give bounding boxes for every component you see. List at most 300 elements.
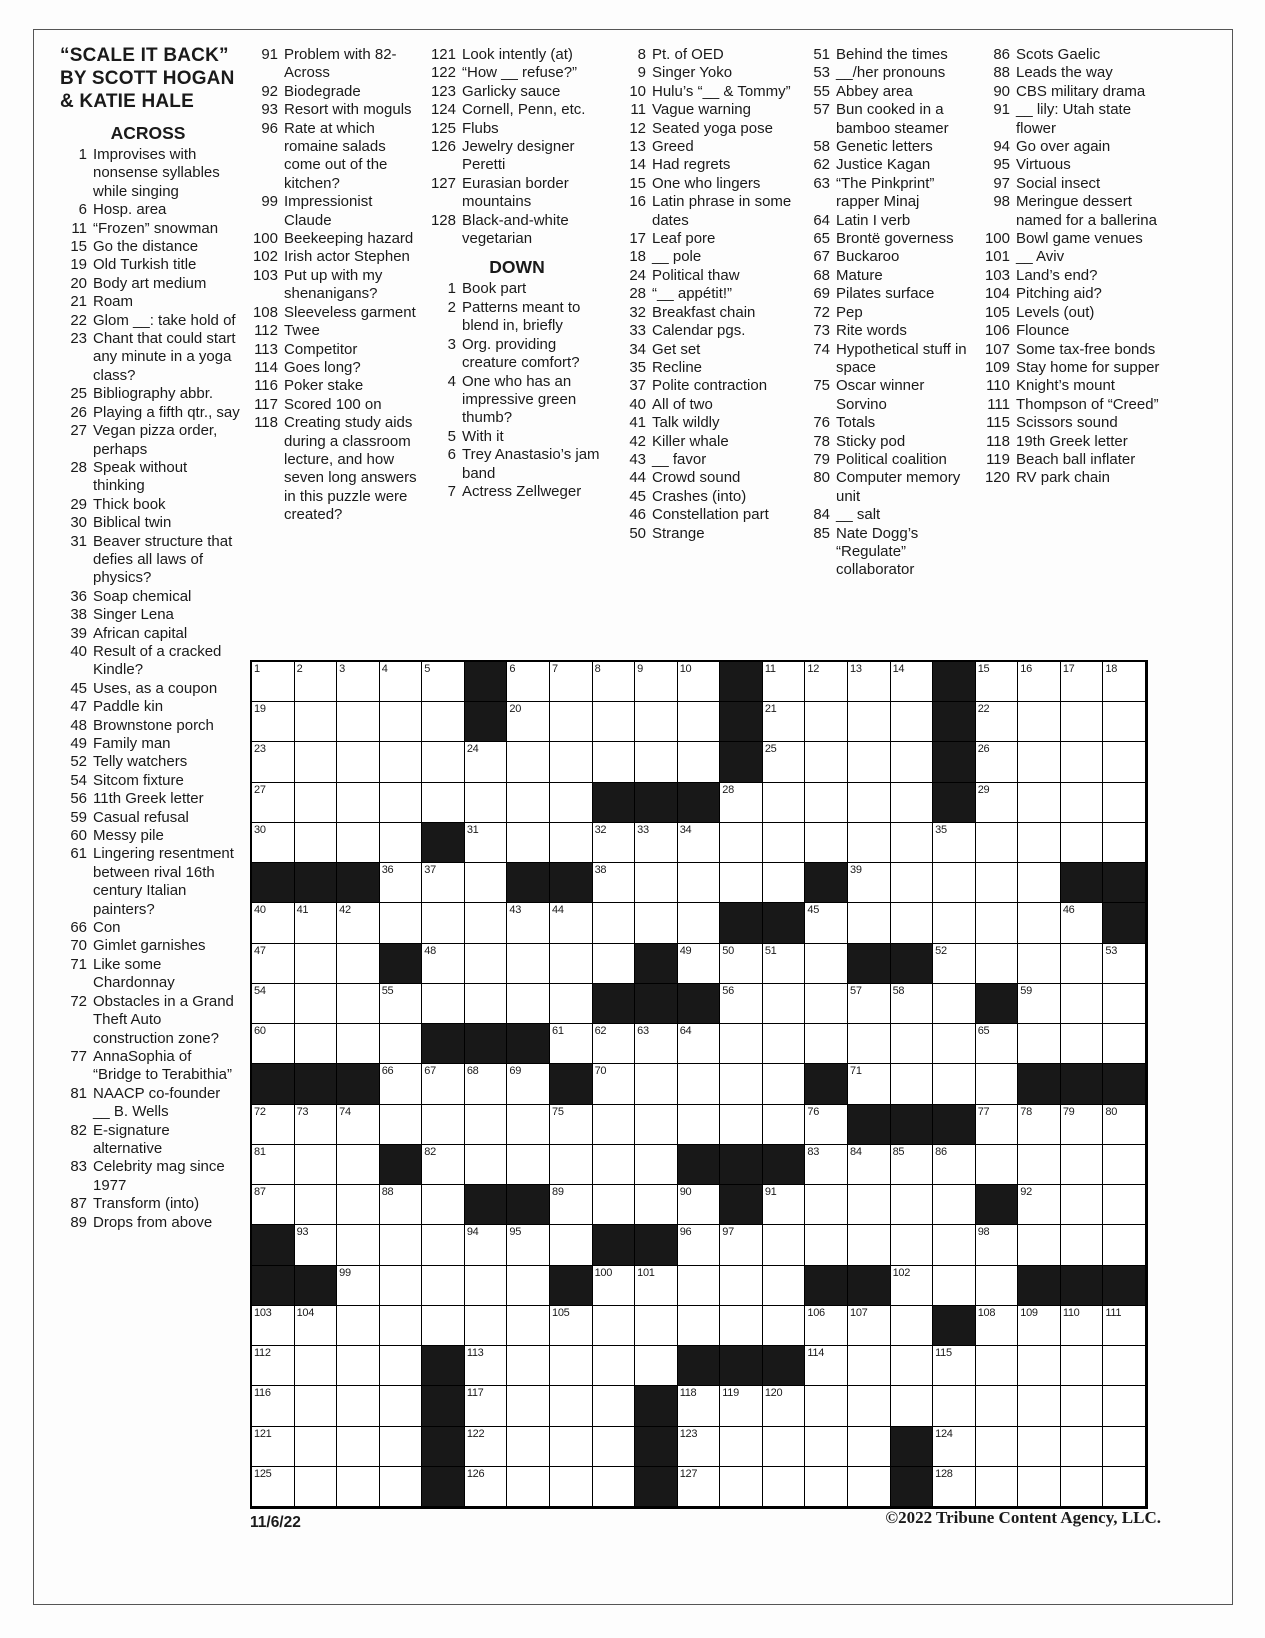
grid-cell[interactable]: [593, 742, 636, 782]
grid-cell[interactable]: [1018, 702, 1061, 742]
grid-cell[interactable]: [550, 823, 593, 863]
grid-cell[interactable]: [976, 662, 1019, 702]
grid-cell[interactable]: [1103, 944, 1146, 984]
grid-cell[interactable]: [422, 944, 465, 984]
grid-cell[interactable]: [1061, 984, 1104, 1024]
grid-cell[interactable]: [295, 1306, 338, 1346]
grid-cell[interactable]: [252, 1386, 295, 1426]
grid-cell[interactable]: [422, 1225, 465, 1265]
grid-cell[interactable]: [933, 1427, 976, 1467]
grid-cell[interactable]: [465, 783, 508, 823]
grid-cell[interactable]: [550, 984, 593, 1024]
grid-cell[interactable]: [805, 783, 848, 823]
grid-cell[interactable]: [763, 702, 806, 742]
grid-cell[interactable]: [976, 1346, 1019, 1386]
grid-cell[interactable]: [252, 984, 295, 1024]
grid-cell[interactable]: [1018, 863, 1061, 903]
grid-cell[interactable]: [678, 1386, 721, 1426]
grid-cell[interactable]: [891, 1386, 934, 1426]
grid-cell[interactable]: [1103, 984, 1146, 1024]
grid-cell[interactable]: [593, 823, 636, 863]
grid-cell[interactable]: [422, 702, 465, 742]
grid-cell[interactable]: [678, 1306, 721, 1346]
grid-cell[interactable]: [763, 984, 806, 1024]
grid-cell[interactable]: [593, 1145, 636, 1185]
grid-cell[interactable]: [720, 783, 763, 823]
grid-cell[interactable]: [550, 1386, 593, 1426]
grid-cell[interactable]: [763, 1266, 806, 1306]
grid-cell[interactable]: [933, 1346, 976, 1386]
grid-cell[interactable]: [848, 1024, 891, 1064]
grid-cell[interactable]: [763, 783, 806, 823]
grid-cell[interactable]: [1018, 1467, 1061, 1507]
grid-cell[interactable]: [380, 823, 423, 863]
grid-cell[interactable]: [1103, 1225, 1146, 1265]
grid-cell[interactable]: [805, 984, 848, 1024]
grid-cell[interactable]: [252, 1306, 295, 1346]
grid-cell[interactable]: [763, 1024, 806, 1064]
grid-cell[interactable]: [465, 1386, 508, 1426]
grid-cell[interactable]: [380, 1386, 423, 1426]
grid-cell[interactable]: [1103, 1467, 1146, 1507]
grid-cell[interactable]: [976, 1467, 1019, 1507]
grid-cell[interactable]: [380, 903, 423, 943]
grid-cell[interactable]: [465, 1467, 508, 1507]
grid-cell[interactable]: [1018, 944, 1061, 984]
grid-cell[interactable]: [848, 863, 891, 903]
grid-cell[interactable]: [295, 1105, 338, 1145]
grid-cell[interactable]: [465, 863, 508, 903]
grid-cell[interactable]: [1018, 1306, 1061, 1346]
grid-cell[interactable]: [678, 742, 721, 782]
grid-cell[interactable]: [1018, 1427, 1061, 1467]
grid-cell[interactable]: [422, 1185, 465, 1225]
grid-cell[interactable]: [1061, 1386, 1104, 1426]
grid-cell[interactable]: [848, 1145, 891, 1185]
grid-cell[interactable]: [380, 1105, 423, 1145]
grid-cell[interactable]: [1018, 823, 1061, 863]
grid-cell[interactable]: [252, 903, 295, 943]
grid-cell[interactable]: [1061, 1306, 1104, 1346]
grid-cell[interactable]: [550, 1306, 593, 1346]
grid-cell[interactable]: [1018, 1386, 1061, 1426]
grid-cell[interactable]: [1061, 1467, 1104, 1507]
grid-cell[interactable]: [976, 1145, 1019, 1185]
grid-cell[interactable]: [337, 662, 380, 702]
grid-cell[interactable]: [933, 984, 976, 1024]
grid-cell[interactable]: [380, 1266, 423, 1306]
grid-cell[interactable]: [337, 1185, 380, 1225]
grid-cell[interactable]: [593, 863, 636, 903]
grid-cell[interactable]: [550, 1145, 593, 1185]
grid-cell[interactable]: [465, 823, 508, 863]
grid-cell[interactable]: [1103, 823, 1146, 863]
grid-cell[interactable]: [1061, 944, 1104, 984]
grid-cell[interactable]: [1061, 1427, 1104, 1467]
grid-cell[interactable]: [1103, 702, 1146, 742]
grid-cell[interactable]: [891, 863, 934, 903]
grid-cell[interactable]: [976, 783, 1019, 823]
grid-cell[interactable]: [337, 984, 380, 1024]
grid-cell[interactable]: [295, 823, 338, 863]
grid-cell[interactable]: [550, 1185, 593, 1225]
grid-cell[interactable]: [891, 903, 934, 943]
grid-cell[interactable]: [1103, 742, 1146, 782]
grid-cell[interactable]: [465, 1064, 508, 1104]
grid-cell[interactable]: [252, 1346, 295, 1386]
grid-cell[interactable]: [635, 742, 678, 782]
grid-cell[interactable]: [635, 823, 678, 863]
grid-cell[interactable]: [976, 702, 1019, 742]
grid-cell[interactable]: [1018, 1145, 1061, 1185]
grid-cell[interactable]: [550, 742, 593, 782]
grid-cell[interactable]: [465, 1306, 508, 1346]
grid-cell[interactable]: [1061, 903, 1104, 943]
grid-cell[interactable]: [976, 1427, 1019, 1467]
grid-cell[interactable]: [933, 1467, 976, 1507]
grid-cell[interactable]: [720, 823, 763, 863]
grid-cell[interactable]: [1061, 1225, 1104, 1265]
grid-cell[interactable]: [635, 1346, 678, 1386]
grid-cell[interactable]: [635, 903, 678, 943]
grid-cell[interactable]: [507, 1225, 550, 1265]
grid-cell[interactable]: [507, 1105, 550, 1145]
grid-cell[interactable]: [507, 984, 550, 1024]
grid-cell[interactable]: [891, 1064, 934, 1104]
grid-cell[interactable]: [507, 823, 550, 863]
grid-cell[interactable]: [891, 662, 934, 702]
grid-cell[interactable]: [848, 1346, 891, 1386]
grid-cell[interactable]: [422, 903, 465, 943]
grid-cell[interactable]: [635, 1185, 678, 1225]
grid-cell[interactable]: [507, 783, 550, 823]
grid-cell[interactable]: [933, 823, 976, 863]
grid-cell[interactable]: [635, 1145, 678, 1185]
grid-cell[interactable]: [550, 1024, 593, 1064]
grid-cell[interactable]: [763, 823, 806, 863]
grid-cell[interactable]: [763, 1306, 806, 1346]
grid-cell[interactable]: [593, 1467, 636, 1507]
grid-cell[interactable]: [720, 1105, 763, 1145]
grid-cell[interactable]: [295, 1185, 338, 1225]
grid-cell[interactable]: [550, 783, 593, 823]
grid-cell[interactable]: [763, 1225, 806, 1265]
grid-cell[interactable]: [848, 1386, 891, 1426]
grid-cell[interactable]: [976, 1266, 1019, 1306]
grid-cell[interactable]: [507, 1467, 550, 1507]
grid-cell[interactable]: [295, 783, 338, 823]
grid-cell[interactable]: [848, 1306, 891, 1346]
grid-cell[interactable]: [720, 1024, 763, 1064]
grid-cell[interactable]: [337, 783, 380, 823]
grid-cell[interactable]: [337, 1386, 380, 1426]
grid-cell[interactable]: [763, 1467, 806, 1507]
grid-cell[interactable]: [635, 863, 678, 903]
grid-cell[interactable]: [1061, 742, 1104, 782]
grid-cell[interactable]: [295, 903, 338, 943]
grid-cell[interactable]: [465, 1346, 508, 1386]
grid-cell[interactable]: [678, 702, 721, 742]
grid-cell[interactable]: [337, 1467, 380, 1507]
grid-cell[interactable]: [976, 742, 1019, 782]
grid-cell[interactable]: [805, 1145, 848, 1185]
grid-cell[interactable]: [635, 1266, 678, 1306]
grid-cell[interactable]: [933, 863, 976, 903]
grid-cell[interactable]: [295, 1427, 338, 1467]
grid-cell[interactable]: [1018, 903, 1061, 943]
grid-cell[interactable]: [550, 1427, 593, 1467]
grid-cell[interactable]: [805, 1185, 848, 1225]
grid-cell[interactable]: [1103, 1306, 1146, 1346]
grid-cell[interactable]: [337, 742, 380, 782]
grid-cell[interactable]: [1061, 1105, 1104, 1145]
grid-cell[interactable]: [805, 702, 848, 742]
grid-cell[interactable]: [678, 1427, 721, 1467]
grid-cell[interactable]: [720, 1386, 763, 1426]
grid-cell[interactable]: [1103, 1105, 1146, 1145]
grid-cell[interactable]: [891, 1185, 934, 1225]
grid-cell[interactable]: [337, 903, 380, 943]
grid-cell[interactable]: [891, 1225, 934, 1265]
grid-cell[interactable]: [635, 1064, 678, 1104]
grid-cell[interactable]: [848, 1225, 891, 1265]
grid-cell[interactable]: [805, 1467, 848, 1507]
grid-cell[interactable]: [295, 1467, 338, 1507]
grid-cell[interactable]: [550, 1225, 593, 1265]
grid-cell[interactable]: [507, 742, 550, 782]
grid-cell[interactable]: [550, 1467, 593, 1507]
grid-cell[interactable]: [593, 1024, 636, 1064]
grid-cell[interactable]: [805, 1024, 848, 1064]
grid-cell[interactable]: [891, 702, 934, 742]
grid-cell[interactable]: [380, 1467, 423, 1507]
grid-cell[interactable]: [891, 1024, 934, 1064]
grid-cell[interactable]: [976, 1024, 1019, 1064]
grid-cell[interactable]: [380, 1346, 423, 1386]
grid-cell[interactable]: [1103, 1427, 1146, 1467]
grid-cell[interactable]: [465, 903, 508, 943]
grid-cell[interactable]: [337, 1266, 380, 1306]
grid-cell[interactable]: [422, 662, 465, 702]
grid-cell[interactable]: [593, 903, 636, 943]
grid-cell[interactable]: [1018, 783, 1061, 823]
grid-cell[interactable]: [295, 944, 338, 984]
grid-cell[interactable]: [1061, 783, 1104, 823]
grid-cell[interactable]: [252, 823, 295, 863]
grid-cell[interactable]: [507, 1427, 550, 1467]
grid-cell[interactable]: [507, 1386, 550, 1426]
grid-cell[interactable]: [976, 1105, 1019, 1145]
grid-cell[interactable]: [1061, 1185, 1104, 1225]
grid-cell[interactable]: [805, 944, 848, 984]
grid-cell[interactable]: [805, 1386, 848, 1426]
grid-cell[interactable]: [848, 984, 891, 1024]
grid-cell[interactable]: [720, 984, 763, 1024]
grid-cell[interactable]: [1018, 1185, 1061, 1225]
grid-cell[interactable]: [593, 1306, 636, 1346]
grid-cell[interactable]: [465, 1105, 508, 1145]
grid-cell[interactable]: [891, 984, 934, 1024]
grid-cell[interactable]: [337, 1306, 380, 1346]
grid-cell[interactable]: [720, 1427, 763, 1467]
grid-cell[interactable]: [635, 1306, 678, 1346]
grid-cell[interactable]: [805, 1225, 848, 1265]
grid-cell[interactable]: [1018, 662, 1061, 702]
grid-cell[interactable]: [422, 1105, 465, 1145]
grid-cell[interactable]: [593, 1346, 636, 1386]
grid-cell[interactable]: [848, 1185, 891, 1225]
grid-cell[interactable]: [465, 1225, 508, 1265]
grid-cell[interactable]: [337, 1427, 380, 1467]
grid-cell[interactable]: [635, 702, 678, 742]
grid-cell[interactable]: [763, 1064, 806, 1104]
grid-cell[interactable]: [507, 903, 550, 943]
grid-cell[interactable]: [593, 702, 636, 742]
grid-cell[interactable]: [1061, 1145, 1104, 1185]
grid-cell[interactable]: [1018, 984, 1061, 1024]
grid-cell[interactable]: [593, 1105, 636, 1145]
grid-cell[interactable]: [933, 1266, 976, 1306]
grid-cell[interactable]: [252, 1427, 295, 1467]
grid-cell[interactable]: [593, 1266, 636, 1306]
grid-cell[interactable]: [678, 1467, 721, 1507]
grid-cell[interactable]: [720, 1225, 763, 1265]
grid-cell[interactable]: [295, 1024, 338, 1064]
grid-cell[interactable]: [848, 1467, 891, 1507]
grid-cell[interactable]: [295, 1386, 338, 1426]
grid-cell[interactable]: [976, 1386, 1019, 1426]
grid-cell[interactable]: [933, 1386, 976, 1426]
grid-cell[interactable]: [1018, 1225, 1061, 1265]
grid-cell[interactable]: [1103, 1386, 1146, 1426]
grid-cell[interactable]: [1018, 1024, 1061, 1064]
grid-cell[interactable]: [678, 1185, 721, 1225]
grid-cell[interactable]: [380, 783, 423, 823]
grid-cell[interactable]: [891, 823, 934, 863]
grid-cell[interactable]: [337, 1024, 380, 1064]
grid-cell[interactable]: [380, 1306, 423, 1346]
grid-cell[interactable]: [295, 1225, 338, 1265]
grid-cell[interactable]: [635, 1024, 678, 1064]
grid-cell[interactable]: [976, 1306, 1019, 1346]
grid-cell[interactable]: [252, 742, 295, 782]
grid-cell[interactable]: [295, 662, 338, 702]
grid-cell[interactable]: [891, 1306, 934, 1346]
grid-cell[interactable]: [891, 742, 934, 782]
grid-cell[interactable]: [380, 1024, 423, 1064]
grid-cell[interactable]: [380, 984, 423, 1024]
grid-cell[interactable]: [933, 944, 976, 984]
grid-cell[interactable]: [380, 742, 423, 782]
grid-cell[interactable]: [763, 1386, 806, 1426]
grid-cell[interactable]: [507, 1266, 550, 1306]
grid-cell[interactable]: [380, 662, 423, 702]
grid-cell[interactable]: [848, 1064, 891, 1104]
grid-cell[interactable]: [763, 944, 806, 984]
grid-cell[interactable]: [593, 944, 636, 984]
grid-cell[interactable]: [720, 1266, 763, 1306]
grid-cell[interactable]: [422, 1145, 465, 1185]
grid-cell[interactable]: [550, 1346, 593, 1386]
grid-cell[interactable]: [976, 1225, 1019, 1265]
grid-cell[interactable]: [252, 702, 295, 742]
grid-cell[interactable]: [465, 742, 508, 782]
grid-cell[interactable]: [720, 1467, 763, 1507]
grid-cell[interactable]: [678, 1266, 721, 1306]
grid-cell[interactable]: [933, 1225, 976, 1265]
grid-cell[interactable]: [1103, 662, 1146, 702]
grid-cell[interactable]: [422, 783, 465, 823]
grid-cell[interactable]: [337, 944, 380, 984]
grid-cell[interactable]: [550, 662, 593, 702]
grid-cell[interactable]: [507, 702, 550, 742]
grid-cell[interactable]: [763, 863, 806, 903]
grid-cell[interactable]: [891, 783, 934, 823]
grid-cell[interactable]: [976, 903, 1019, 943]
grid-cell[interactable]: [678, 662, 721, 702]
grid-cell[interactable]: [848, 903, 891, 943]
grid-cell[interactable]: [848, 742, 891, 782]
grid-cell[interactable]: [380, 1427, 423, 1467]
grid-cell[interactable]: [720, 863, 763, 903]
grid-cell[interactable]: [593, 662, 636, 702]
grid-cell[interactable]: [763, 662, 806, 702]
grid-cell[interactable]: [678, 1064, 721, 1104]
grid-cell[interactable]: [848, 823, 891, 863]
grid-cell[interactable]: [933, 1024, 976, 1064]
grid-cell[interactable]: [422, 1306, 465, 1346]
grid-cell[interactable]: [252, 662, 295, 702]
grid-cell[interactable]: [465, 984, 508, 1024]
grid-cell[interactable]: [933, 1185, 976, 1225]
grid-cell[interactable]: [848, 783, 891, 823]
grid-cell[interactable]: [507, 662, 550, 702]
grid-cell[interactable]: [593, 1427, 636, 1467]
grid-cell[interactable]: [252, 944, 295, 984]
grid-cell[interactable]: [380, 702, 423, 742]
grid-cell[interactable]: [507, 1306, 550, 1346]
grid-cell[interactable]: [805, 1306, 848, 1346]
grid-cell[interactable]: [337, 702, 380, 742]
grid-cell[interactable]: [252, 783, 295, 823]
grid-cell[interactable]: [976, 944, 1019, 984]
grid-cell[interactable]: [252, 1185, 295, 1225]
grid-cell[interactable]: [593, 1064, 636, 1104]
grid-cell[interactable]: [678, 1024, 721, 1064]
grid-cell[interactable]: [720, 1306, 763, 1346]
grid-cell[interactable]: [550, 1105, 593, 1145]
grid-cell[interactable]: [337, 1346, 380, 1386]
grid-cell[interactable]: [635, 662, 678, 702]
grid-cell[interactable]: [976, 1064, 1019, 1104]
grid-cell[interactable]: [933, 903, 976, 943]
grid-cell[interactable]: [1103, 1145, 1146, 1185]
grid-cell[interactable]: [422, 1064, 465, 1104]
grid-cell[interactable]: [678, 823, 721, 863]
grid-cell[interactable]: [678, 944, 721, 984]
grid-cell[interactable]: [763, 1427, 806, 1467]
grid-cell[interactable]: [763, 1105, 806, 1145]
grid-cell[interactable]: [678, 1225, 721, 1265]
grid-cell[interactable]: [848, 702, 891, 742]
grid-cell[interactable]: [891, 1346, 934, 1386]
grid-cell[interactable]: [252, 1145, 295, 1185]
grid-cell[interactable]: [337, 1105, 380, 1145]
grid-cell[interactable]: [380, 1064, 423, 1104]
grid-cell[interactable]: [805, 903, 848, 943]
grid-cell[interactable]: [805, 662, 848, 702]
grid-cell[interactable]: [976, 863, 1019, 903]
